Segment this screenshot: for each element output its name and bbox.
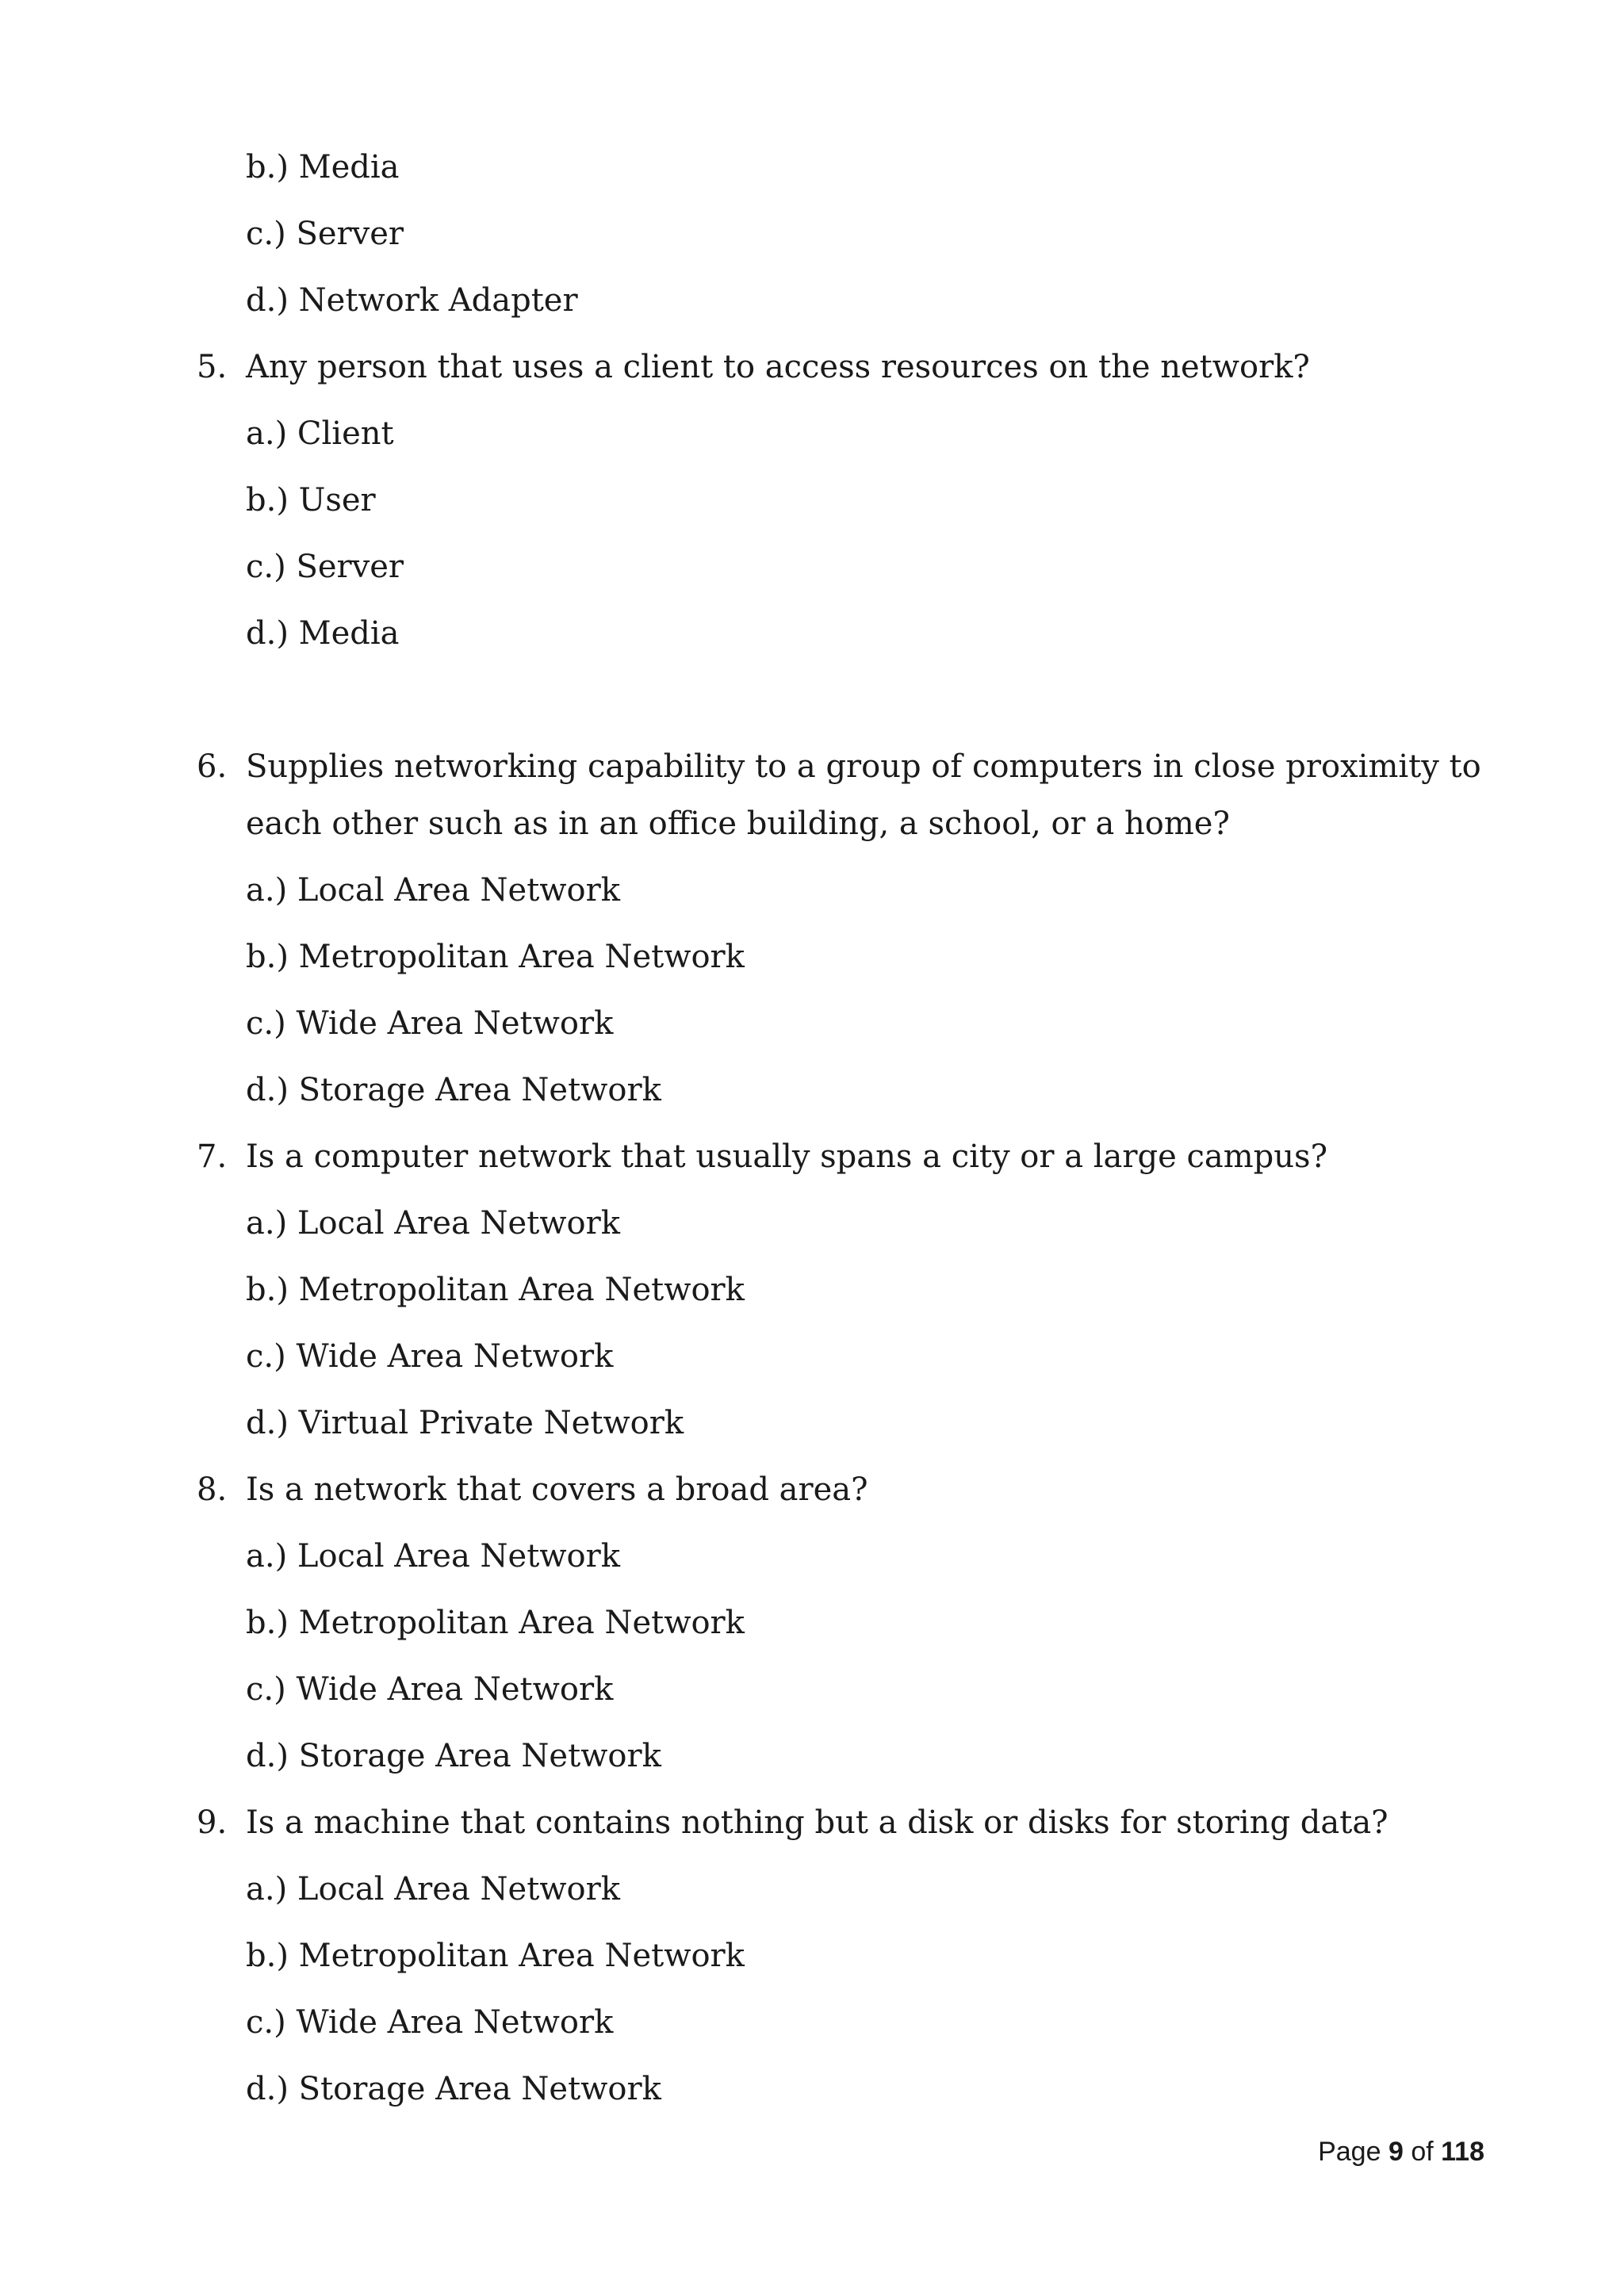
option-item: b.) User	[246, 482, 376, 519]
option-item: d.) Storage Area Network	[246, 1738, 661, 1774]
option-item: c.) Wide Area Network	[246, 2004, 614, 2041]
option-item: c.) Wide Area Network	[246, 1338, 614, 1375]
option-item: a.) Local Area Network	[246, 872, 620, 909]
question-number: 8.	[197, 1471, 228, 1508]
page-number-footer	[1318, 2134, 1484, 2169]
option-item: d.) Network Adapter	[246, 282, 578, 319]
question-number: 9.	[197, 1804, 228, 1841]
question-number: 7.	[197, 1138, 228, 1175]
question-text: each other such as in an office building, a school, or a home?	[246, 806, 1230, 842]
option-item: d.) Storage Area Network	[246, 2071, 661, 2107]
option-item: a.) Local Area Network	[246, 1205, 620, 1242]
question-number: 6.	[197, 748, 228, 785]
question-text: Supplies networking capability to a group of computers in close proximity to	[246, 748, 1481, 785]
option-item: a.) Client	[246, 415, 394, 452]
question-text: Is a computer network that usually spans a city or a large campus?	[246, 1138, 1328, 1175]
option-item: b.) Metropolitan Area Network	[246, 1938, 745, 1974]
page-label: Page	[1318, 2137, 1381, 2167]
option-item: b.) Metropolitan Area Network	[246, 1272, 745, 1308]
option-item: d.) Storage Area Network	[246, 1072, 661, 1108]
option-item: c.) Wide Area Network	[246, 1005, 614, 1042]
option-item: b.) Media	[246, 149, 400, 186]
question-text: Is a network that covers a broad area?	[246, 1471, 868, 1508]
question-text: Any person that uses a client to access resources on the network?	[246, 349, 1310, 385]
option-item: b.) Metropolitan Area Network	[246, 939, 745, 975]
page-separator: of	[1411, 2137, 1434, 2167]
option-item: a.) Local Area Network	[246, 1538, 620, 1575]
option-item: d.) Virtual Private Network	[246, 1405, 684, 1441]
total-page-count: 118	[1441, 2137, 1484, 2167]
question-text: Is a machine that contains nothing but a disk or disks for storing data?	[246, 1804, 1388, 1841]
current-page-number: 9	[1388, 2137, 1404, 2167]
option-item: d.) Media	[246, 615, 400, 652]
option-item: c.) Server	[246, 549, 404, 585]
option-item: b.) Metropolitan Area Network	[246, 1605, 745, 1641]
option-item: c.) Wide Area Network	[246, 1671, 614, 1708]
question-number: 5.	[197, 349, 228, 385]
option-item: a.) Local Area Network	[246, 1871, 620, 1908]
option-item: c.) Server	[246, 216, 404, 252]
